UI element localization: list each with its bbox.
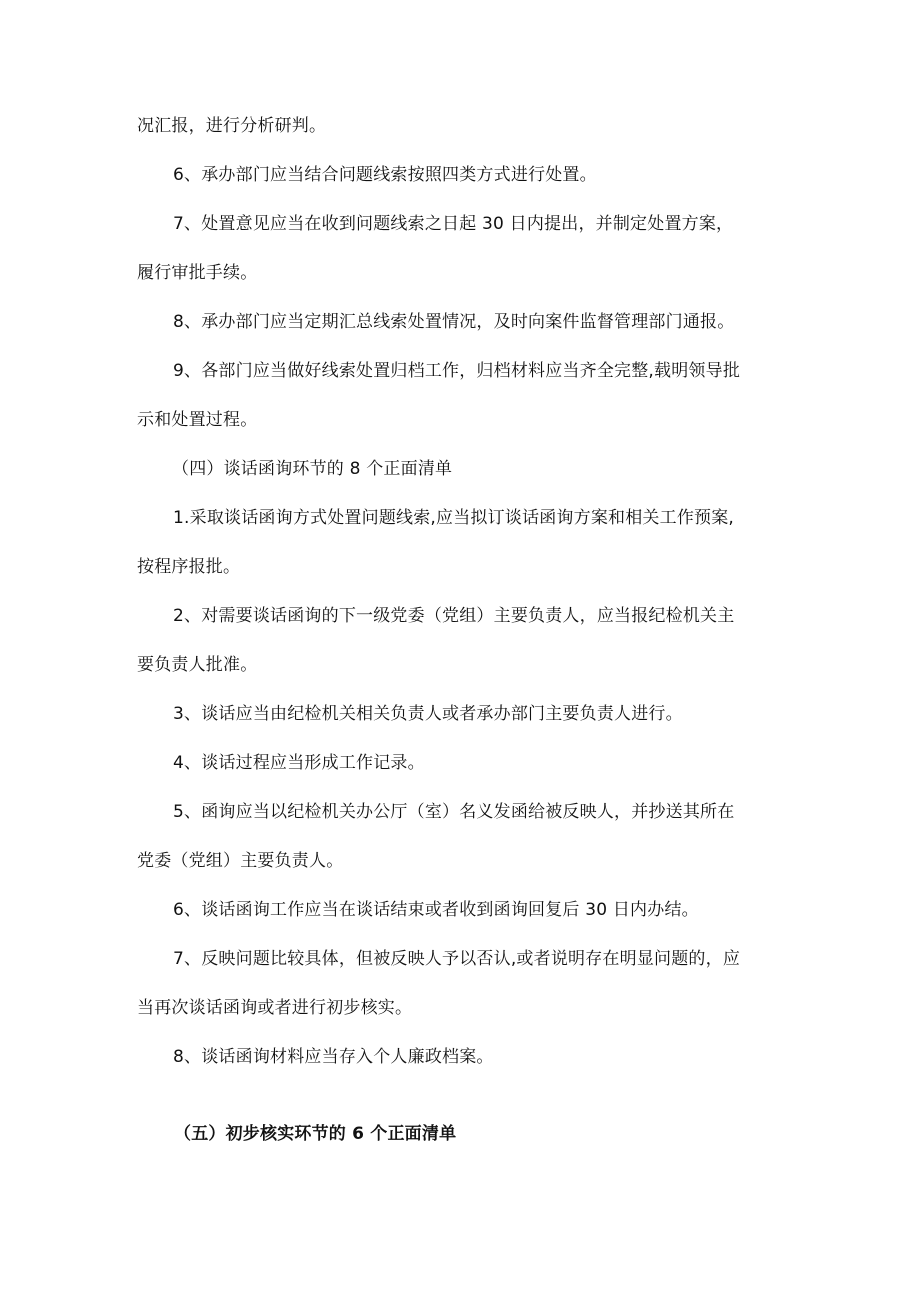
paragraph-line: 按程序报批。: [137, 557, 241, 577]
paragraph-line: 8、谈话函询材料应当存入个人廉政档案。: [173, 1047, 494, 1067]
paragraph-line: 8、承办部门应当定期汇总线索处置情况，及时向案件监督管理部门通报。: [173, 312, 735, 332]
paragraph-line: 9、各部门应当做好线索处置归档工作，归档材料应当齐全完整,载明领导批: [173, 361, 741, 381]
paragraph-line: 履行审批手续。: [137, 263, 258, 283]
paragraph-line: 6、承办部门应当结合问题线索按照四类方式进行处置。: [173, 165, 597, 185]
paragraph-line: 党委（党组）主要负责人。: [137, 851, 344, 871]
paragraph-line: 况汇报，进行分析研判。: [137, 116, 327, 136]
paragraph-line: 5、函询应当以纪检机关办公厅（室）名义发函给被反映人，并抄送其所在: [173, 802, 735, 822]
paragraph-line: 6、谈话函询工作应当在谈话结束或者收到函询回复后 30 日内办结。: [173, 900, 699, 920]
paragraph-line: 示和处置过程。: [137, 410, 258, 430]
section-heading-bold: （五）初步核实环节的 6 个正面清单: [174, 1124, 457, 1144]
paragraph-line: 3、谈话应当由纪检机关相关负责人或者承办部门主要负责人进行。: [173, 704, 683, 724]
paragraph-line: 7、反映问题比较具体，但被反映人予以否认,或者说明存在明显问题的，应: [173, 949, 741, 969]
paragraph-line: 4、谈话过程应当形成工作记录。: [173, 753, 425, 773]
paragraph-line: 1.采取谈话函询方式处置问题线索,应当拟订谈话函询方案和相关工作预案,: [173, 508, 735, 528]
section-heading: （四）谈话函询环节的 8 个正面清单: [172, 459, 453, 479]
paragraph-line: 2、对需要谈话函询的下一级党委（党组）主要负责人，应当报纪检机关主: [173, 606, 735, 626]
paragraph-line: 当再次谈话函询或者进行初步核实。: [137, 998, 413, 1018]
paragraph-line: 7、处置意见应当在收到问题线索之日起 30 日内提出，并制定处置方案，: [173, 214, 734, 234]
paragraph-line: 要负责人批准。: [137, 655, 258, 675]
